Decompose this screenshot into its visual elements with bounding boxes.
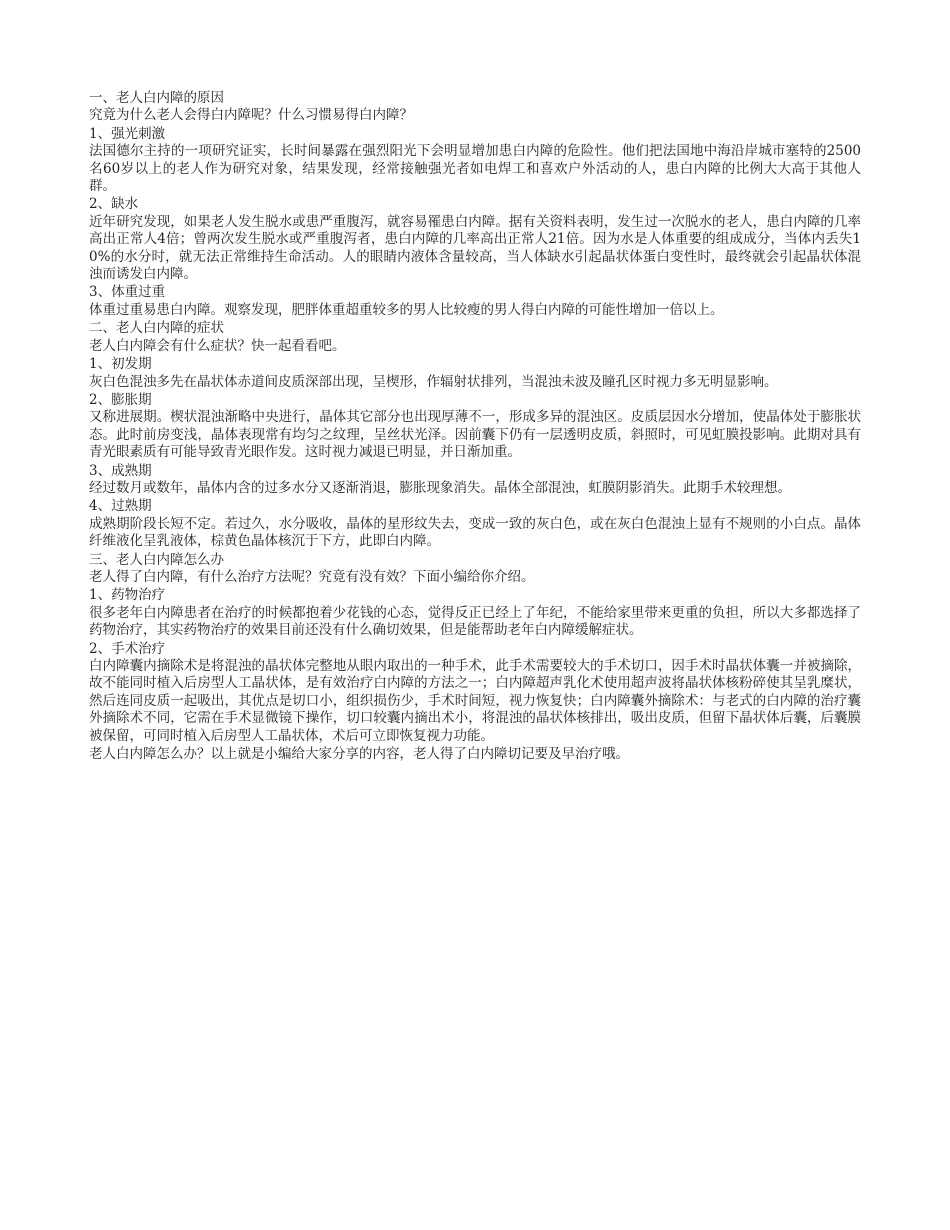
section-heading-symptoms: 二、老人白内障的症状 (89, 320, 224, 337)
paragraph-medication: 很多老年白内障患者在治疗的时候都抱着少花钱的心态，觉得反正已经上了年纪，不能给家里带来更重的负担，所以大多都选择了药物治疗，其实药物治疗的效果目前还没有什么确切效果，但是能帮助老年白内障缓解症状。 (89, 604, 861, 639)
paragraph-overmature-stage: 成熟期阶段长短不定。若过久，水分吸收，晶体的星形纹失去，变成一致的灰白色，或在灰白色混浊上显有不规则的小白点。晶体纤维液化呈乳液体，棕黄色晶体核沉于下方，此即白内障。 (89, 515, 861, 550)
paragraph-initial-stage: 灰白色混浊多先在晶状体赤道间皮质深部出现，呈楔形，作辐射状排列，当混浊未波及瞳孔区时视力多无明显影响。 (89, 373, 778, 390)
section-heading-causes: 一、老人白内障的原因 (89, 90, 224, 106)
article-body (89, 90, 861, 764)
paragraph-swelling-stage: 又称进展期。楔状混浊渐略中央进行，晶体其它部分也出现厚薄不一，形成多异的混浊区。皮质层因水分增加，使晶体处于膨胀状态。此时前房变浅，晶体表现常有均匀之纹理，呈丝状光泽。因前囊下仍有一层透明皮质，斜照时，可见虹膜投影响。此期对具有青光眼素质有可能导致青光眼作发。这时视力减退已明显，并日渐加重。 (89, 409, 861, 461)
paragraph-dehydration: 近年研究发现，如果老人发生脱水或患严重腹泻，就容易罹患白内障。据有关资料表明，发生过一次脱水的老人，患白内障的几率高出正常人4倍；曾两次发生脱水或严重腹泻者，患白内障的几率高出正常人21倍。因为水是人体重要的组成成分，当体内丢失10%的水分时，就无法正常维持生命活动。人的眼睛内液体含量较高，当人体缺水引起晶状体蛋白变性时，最终就会引起晶状体混浊而诱发白内障。 (89, 213, 861, 283)
subheading-swelling-stage: 2、膨胀期 (89, 391, 152, 408)
subheading-dehydration: 2、缺水 (89, 196, 139, 213)
section-heading-treatment: 三、老人白内障怎么办 (89, 551, 224, 568)
subheading-surgery: 2、手术治疗 (89, 640, 166, 657)
paragraph-overweight: 体重过重易患白内障。观察发现，肥胖体重超重较多的男人比较瘦的男人得白内障的可能性增加一倍以上。 (89, 301, 724, 318)
subheading-mature-stage: 3、成熟期 (89, 462, 152, 479)
paragraph-mature-stage: 经过数月或数年，晶体内含的过多水分又逐渐消退，膨胀现象消失。晶体全部混浊，虹膜阴影消失。此期手术较理想。 (89, 479, 791, 496)
subheading-initial-stage: 1、初发期 (89, 356, 152, 373)
treatment-intro: 老人得了白内障，有什么治疗方法呢？究竟有没有效？下面小编给你介绍。 (89, 568, 535, 585)
symptoms-intro: 老人白内障会有什么症状？快一起看看吧。 (89, 337, 346, 354)
subheading-strong-light: 1、强光刺激 (89, 125, 166, 142)
subheading-overweight: 3、体重过重 (89, 284, 166, 301)
subheading-medication: 1、药物治疗 (89, 587, 166, 604)
paragraph-strong-light: 法国德尔主持的一项研究证实，长时间暴露在强烈阳光下会明显增加患白内障的危险性。他们把法国地中海沿岸城市塞特的2500名60岁以上的老人作为研究对象，结果发现，经常接触强光者如电焊工和喜欢户外活动的人，患白内障的比例大大高于其他人群。 (89, 143, 861, 195)
subheading-overmature-stage: 4、过熟期 (89, 498, 152, 515)
closing-paragraph: 老人白内障怎么办？以上就是小编给大家分享的内容，老人得了白内障切记要及早治疗哦。 (89, 746, 629, 763)
intro-question: 究竟为什么老人会得白内障呢？什么习惯易得白内障？ (89, 107, 413, 124)
paragraph-surgery: 白内障囊内摘除术是将混浊的晶状体完整地从眼内取出的一种手术，此手术需要较大的手术切口，因手术时晶状体囊一并被摘除，故不能同时植入后房型人工晶状体，是有效治疗白内障的方法之一；白内障超声乳化术使用超声波将晶状体核粉碎使其呈乳糜状，然后连同皮质一起吸出，其优点是切口小，组织损伤少，手术时间短，视力恢复快；白内障囊外摘除术：与老式的白内障的治疗囊外摘除术不同，它需在手术显微镜下操作，切口较囊内摘出术小，将混浊的晶状体核排出，吸出皮质，但留下晶状体后囊，后囊膜被保留，可同时植入后房型人工晶状体，术后可立即恢复视力功能。 (89, 658, 861, 744)
